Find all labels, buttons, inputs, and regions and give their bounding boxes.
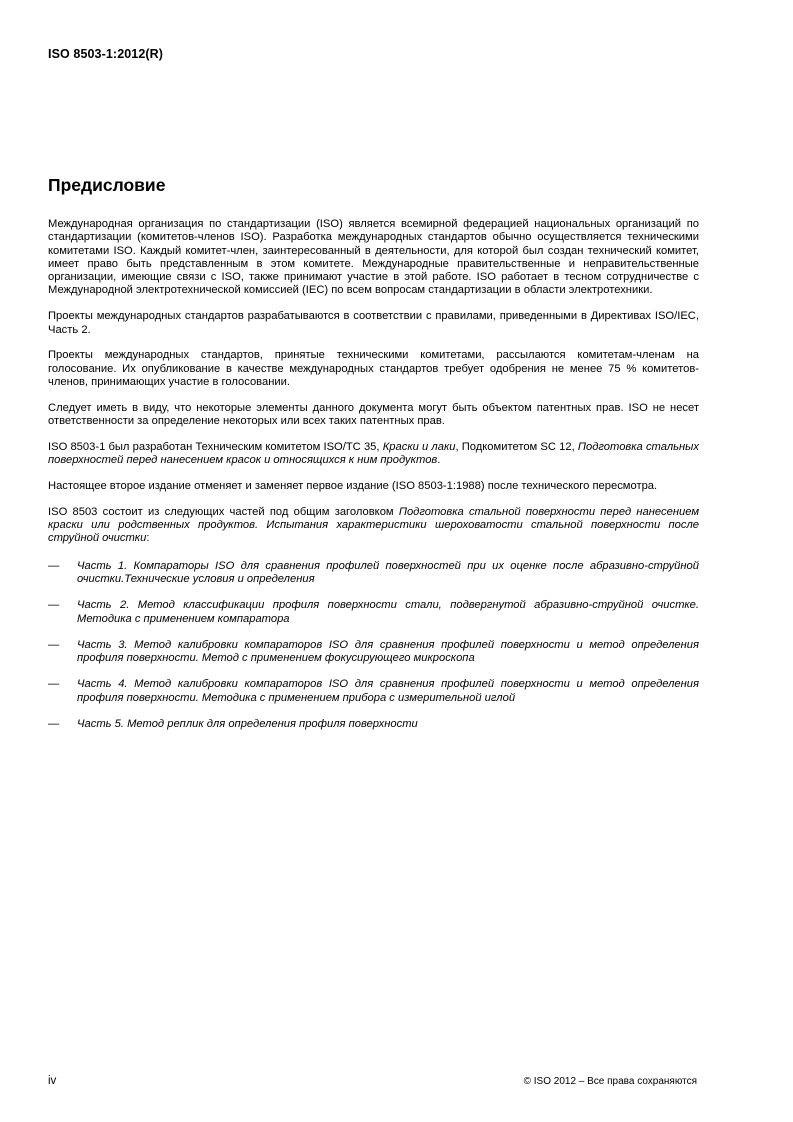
list-dash: —: [48, 718, 60, 731]
paragraph-edition: Настоящее второе издание отменяет и заменяет первое издание (ISO 8503-1:1988) после технического пересмотра.: [48, 479, 658, 492]
list-item: [48, 678, 699, 705]
parts-list: [48, 560, 699, 732]
list-item-text: Часть 3. Метод калибровки компараторов ISO для сравнения профилей поверхности и метод определения профиля поверхности. Метод с применением фокусирующего микроскопа: [77, 638, 699, 665]
paragraph-voting: Проекты международных стандартов, принятые техническими комитетами, рассылаются комитетам-членам на голосование. Их опубликование в качестве международных стандартов требует одобрения не менее 75 % комитетов-членов, принимающих участие в голосовании.: [48, 349, 699, 388]
parts-intro-text: ISO 8503 состоит из следующих частей под общим заголовком: [48, 505, 399, 518]
list-item-text: Часть 5. Метод реплик для определения профиля поверхности: [77, 718, 418, 731]
list-item-text: Часть 2. Метод классификации профиля поверхности стали, подвергнутой абразивно-струйной очистке. Методика с применением компаратора: [77, 599, 699, 625]
list-dash: —: [48, 638, 60, 651]
list-dash: —: [48, 559, 60, 572]
paragraph-committee: [48, 441, 699, 468]
document-body: [48, 218, 699, 744]
committee-text-1: ISO 8503-1 был разработан Техническим комитетом ISO/TC 35,: [48, 440, 383, 453]
list-item: [48, 718, 699, 731]
list-item: [48, 639, 699, 666]
list-dash: —: [48, 599, 60, 612]
paragraph-patents: Следует иметь в виду, что некоторые элементы данного документа могут быть объектом патентных прав. ISO не несет ответственности за определение некоторых или всех таких патентных прав.: [48, 401, 699, 428]
committee-text-3: .: [437, 454, 441, 467]
page-title: Предисловие: [48, 175, 166, 195]
committee-name: Краски и лаки: [382, 440, 456, 453]
list-item-text: Часть 4. Метод калибровки компараторов ISO для сравнения профилей поверхности и метод определения профиля поверхности. Методика с применением прибора с измерительной иглой: [77, 678, 699, 704]
parts-intro-colon: :: [146, 532, 150, 545]
committee-text-2: , Подкомитетом SC 12,: [455, 440, 578, 453]
subcommittee-name: Подготовка стальных поверхностей перед нанесением красок и относящихся к ним продуктов: [48, 440, 699, 467]
list-item-text: Часть 1. Компараторы ISO для сравнения профилей поверхностей при их оценке после абразивно-струйной очистки.Технические условия и определения: [77, 559, 699, 585]
list-item: [48, 560, 699, 587]
page-number: iv: [48, 1075, 57, 1087]
general-title: Подготовка стальной поверхности перед нанесением краски или родственных продуктов. Испытания характеристики шероховатости стальной поверхности после струйной очистки: [48, 505, 699, 545]
paragraph-parts-intro: [48, 506, 699, 546]
paragraph-directives: Проекты международных стандартов разрабатываются в соответствии с правилами, приведенными в Директивах ISO/IEC, Часть 2.: [48, 310, 699, 336]
list-dash: —: [48, 678, 60, 691]
list-item: [48, 599, 699, 626]
copyright-notice: © ISO 2012 – Все права сохраняются: [523, 1076, 697, 1087]
paragraph-iso-intro: Международная организация по стандартизации (ISO) является всемирной федерацией национальных организаций по стандартизации (комитетов-членов ISO). Разработка международных стандартов обычно осуществляется техническими комитетами ISO. Каждый комитет-член, заинтересованный в деятельности, для которой был создан технический комитет, имеет право быть представленным в этом комитете. Международные правительственные и неправительственные организации, имеющие связи с ISO, также принимают участие в этой работе. ISO работает в тесном сотрудничестве с Международной электротехнической комиссией (IEC) по всем вопросам стандартизации в области электротехники.: [48, 218, 699, 297]
document-id: ISO 8503-1:2012(R): [48, 47, 164, 61]
